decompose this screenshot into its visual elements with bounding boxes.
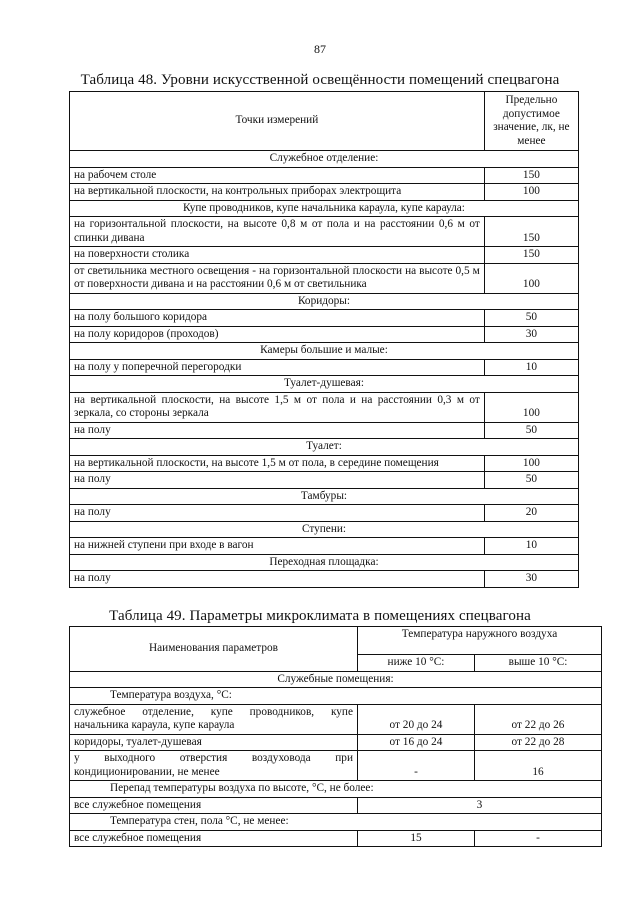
row-value: 100 [484, 455, 578, 472]
table-row [70, 422, 579, 439]
row-label: на полу большого коридора [70, 310, 485, 327]
temperature-drop-title: Перепад температуры воздуха по высоте, °С, не более: [70, 781, 602, 798]
table-row [70, 167, 579, 184]
row-below-value: 15 [358, 830, 475, 847]
row-label: на вертикальной плоскости, на контрольных приборах электрощита [70, 184, 485, 201]
table-row [70, 359, 579, 376]
row-value: 30 [484, 571, 578, 588]
row-value: 150 [484, 167, 578, 184]
section-title: Переходная площадка: [70, 554, 579, 571]
row-label: на полу [70, 422, 485, 439]
table-row [70, 217, 579, 247]
section-title: Туалет-душевая: [70, 376, 579, 393]
row-label: на полу [70, 472, 485, 489]
row-below-value: - [358, 751, 475, 781]
row-label: коридоры, туалет-душевая [70, 734, 358, 751]
table-row [70, 751, 602, 781]
section-row [70, 293, 579, 310]
header-limit-value: Предельно допустимое значение, лк, не менее [484, 92, 578, 151]
section-title: Туалет: [70, 439, 579, 456]
header-parameter-names: Наименования параметров [70, 627, 358, 672]
header-below-10: ниже 10 °С: [358, 655, 475, 672]
row-value: 10 [484, 359, 578, 376]
row-value: 10 [484, 538, 578, 555]
wall-temperature-title: Температура стен, пола °С, не менее: [70, 814, 602, 831]
section-row [70, 151, 579, 168]
illumination-table [69, 91, 579, 588]
table-48-caption: Таблица 48. Уровни искусственной освещённости помещений спецвагона [80, 72, 560, 88]
row-label: на рабочем столе [70, 167, 485, 184]
row-value: 100 [484, 392, 578, 422]
section-title: Служебные помещения: [70, 671, 602, 688]
table-row [70, 326, 579, 343]
section-title: Камеры большие и малые: [70, 343, 579, 360]
section-row [70, 554, 579, 571]
table-row [70, 704, 602, 734]
row-value: 50 [484, 422, 578, 439]
row-value: 150 [484, 247, 578, 264]
table-49-caption: Таблица 49. Параметры микроклимата в помещениях спецвагона [109, 608, 531, 624]
row-label: все служебное помещения [70, 797, 358, 814]
subsection-row [70, 814, 602, 831]
row-label: у выходного отверстия воздуховода при кондиционировании, не менее [70, 751, 358, 781]
row-above-value: 16 [475, 751, 602, 781]
row-label: на поверхности столика [70, 247, 485, 264]
row-label: на полу коридоров (проходов) [70, 326, 485, 343]
table-row [70, 571, 579, 588]
subsection-row [70, 781, 602, 798]
row-value: 30 [484, 326, 578, 343]
table-row [70, 734, 602, 751]
section-title: Служебное отделение: [70, 151, 579, 168]
section-row [70, 439, 579, 456]
table-row [70, 830, 602, 847]
header-above-10: выше 10 °С: [475, 655, 602, 672]
row-below-value: от 20 до 24 [358, 704, 475, 734]
table-row [70, 472, 579, 489]
table-row [70, 505, 579, 522]
section-row [70, 200, 579, 217]
row-value: 100 [484, 184, 578, 201]
row-value: 50 [484, 472, 578, 489]
table-row [70, 310, 579, 327]
header-measurement-points: Точки измерений [70, 92, 485, 151]
row-label: служебное отделение, купе проводников, купе начальника караула, купе караула [70, 704, 358, 734]
row-above-value: - [475, 830, 602, 847]
table-header-row [70, 92, 579, 151]
section-title: Ступени: [70, 521, 579, 538]
table-row [70, 797, 602, 814]
table-row [70, 184, 579, 201]
air-temperature-title: Температура воздуха, °С: [70, 688, 602, 705]
row-value: 100 [484, 263, 578, 293]
row-value: 20 [484, 505, 578, 522]
header-outdoor-temperature: Температура наружного воздуха [358, 627, 602, 655]
section-title: Коридоры: [70, 293, 579, 310]
microclimate-table [69, 626, 602, 847]
section-row [70, 671, 602, 688]
row-label: на полу [70, 505, 485, 522]
subsection-row [70, 688, 602, 705]
row-label: на полу у поперечной перегородки [70, 359, 485, 376]
row-above-value: от 22 до 28 [475, 734, 602, 751]
section-title: Купе проводников, купе начальника караула, купе караула: [70, 200, 579, 217]
row-label: на нижней ступени при входе в вагон [70, 538, 485, 555]
section-row [70, 376, 579, 393]
row-value: 50 [484, 310, 578, 327]
row-label: все служебное помещения [70, 830, 358, 847]
table-row [70, 455, 579, 472]
page-number: 87 [314, 42, 326, 56]
table-row [70, 247, 579, 264]
table-row [70, 263, 579, 293]
section-row [70, 343, 579, 360]
table-row [70, 392, 579, 422]
section-row [70, 521, 579, 538]
row-value: 150 [484, 217, 578, 247]
row-label: на полу [70, 571, 485, 588]
row-label: на вертикальной плоскости, на высоте 1,5 м от пола, в середине помещения [70, 455, 485, 472]
row-label: на вертикальной плоскости, на высоте 1,5 м от пола и на расстоянии 0,3 м от зеркала, со стороны зеркала [70, 392, 485, 422]
table-header-row [70, 627, 602, 655]
section-title: Тамбуры: [70, 488, 579, 505]
table-row [70, 538, 579, 555]
row-label: от светильника местного освещения - на горизонтальной плоскости на высоте 0,5 м от поверхности дивана и на расстоянии 0,6 м от светильника [70, 263, 485, 293]
row-value: 3 [358, 797, 602, 814]
section-row [70, 488, 579, 505]
row-below-value: от 16 до 24 [358, 734, 475, 751]
row-label: на горизонтальной плоскости, на высоте 0,8 м от пола и на расстоянии 0,6 м от спинки дивана [70, 217, 485, 247]
row-above-value: от 22 до 26 [475, 704, 602, 734]
